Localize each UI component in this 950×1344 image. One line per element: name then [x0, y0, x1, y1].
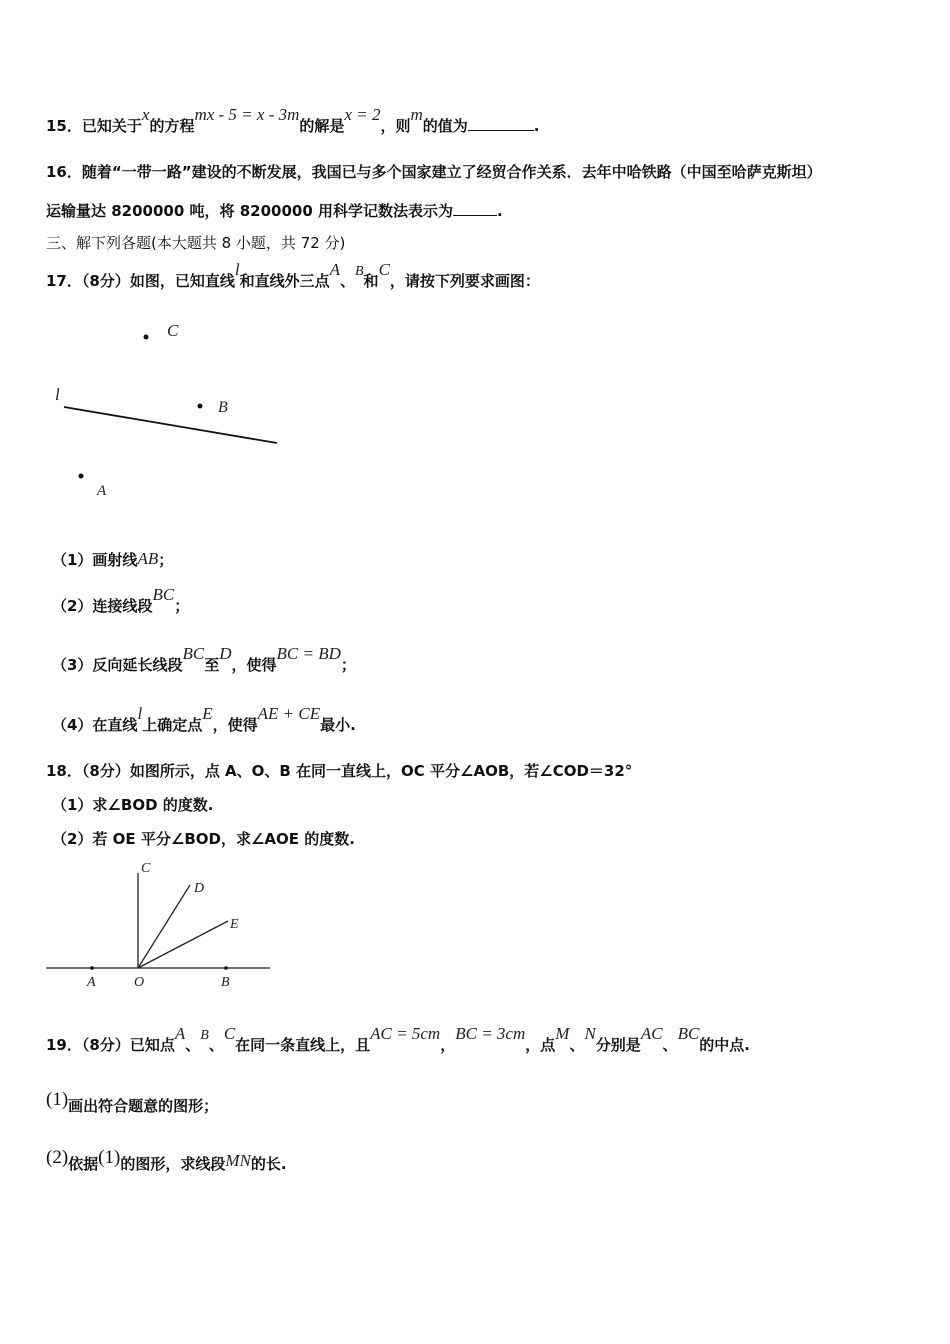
label-b: B	[221, 975, 230, 990]
label-o: O	[134, 975, 145, 990]
point-a-dot	[90, 966, 94, 970]
point-b-dot	[224, 966, 228, 970]
q16-number: 16．	[46, 163, 82, 181]
q16-line1: 16．随着“一带一路”建设的不断发展，我国已与多个国家建立了经贸合作关系．去年中哈铁路（中国至哈萨克斯坦）	[46, 163, 822, 181]
section-heading: 三、解下列各题(本大题共 8 小题，共 72 分)	[46, 234, 346, 252]
point-b-dot	[198, 404, 203, 409]
q17-stem: 17．（8分）如图，已知直线l和直线外三点A、B和C，请按下列要求画图：	[46, 260, 540, 290]
line-l-label: l	[55, 385, 60, 404]
point-b-label: B	[218, 399, 228, 416]
q19-stem: 19．（8分）已知点A、B、C在同一条直线上，且AC = 5cm，BC = 3cm，点M、N分别是AC、BC的中点.	[46, 1024, 750, 1054]
q17-part1: （1）画射线AB；	[52, 549, 174, 569]
q17-part3: （3）反向延长线段BC至D，使得BC = BD；	[52, 644, 356, 674]
point-a-dot	[79, 474, 84, 479]
q16-answer-blank[interactable]	[453, 201, 497, 216]
label-c: C	[141, 861, 151, 876]
q18-part1: （1）求∠BOD 的度数.	[52, 796, 214, 814]
q15-number: 15．	[46, 117, 82, 135]
ray-od	[138, 885, 190, 968]
q15-solution: x = 2	[344, 105, 381, 124]
q17-figure	[40, 310, 300, 510]
q15-equation: mx - 5 = x - 3m	[194, 105, 300, 124]
q18-number: 18．	[46, 762, 82, 780]
q17-part2: （2）连接线段BC；	[52, 585, 190, 615]
q17-part4: （4）在直线l上确定点E，使得AE + CE最小.	[52, 704, 356, 734]
label-e: E	[230, 917, 239, 932]
label-d: D	[194, 881, 205, 896]
q15-answer-blank[interactable]	[468, 116, 534, 131]
point-c-label: C	[167, 321, 179, 340]
label-a: A	[87, 975, 96, 990]
point-a-label: A	[97, 483, 107, 499]
point-c-dot	[144, 335, 149, 340]
q18-part2: （2）若 OE 平分∠BOD，求∠AOE 的度数.	[52, 830, 355, 848]
q18-figure	[40, 855, 280, 995]
q19-part1: (1)画出符合题意的图形；	[46, 1089, 219, 1115]
line-l	[64, 407, 277, 443]
q17-number: 17．	[46, 272, 82, 290]
q16-line2: 运输量达 8200000 吨，将 8200000 用科学记数法表示为 .	[46, 202, 503, 220]
q19-number: 19．	[46, 1036, 82, 1054]
q15-line: 15．已知关于x的方程mx - 5 = x - 3m的解是x = 2，则m的值为 .	[46, 105, 540, 135]
q18-stem: 18．（8分）如图所示，点 A、O、B 在同一直线上，OC 平分∠AOB，若∠COD＝32°	[46, 762, 633, 780]
q19-part2: (2)依据(1)的图形，求线段MN的长.	[46, 1147, 287, 1173]
ray-oe	[138, 921, 228, 968]
